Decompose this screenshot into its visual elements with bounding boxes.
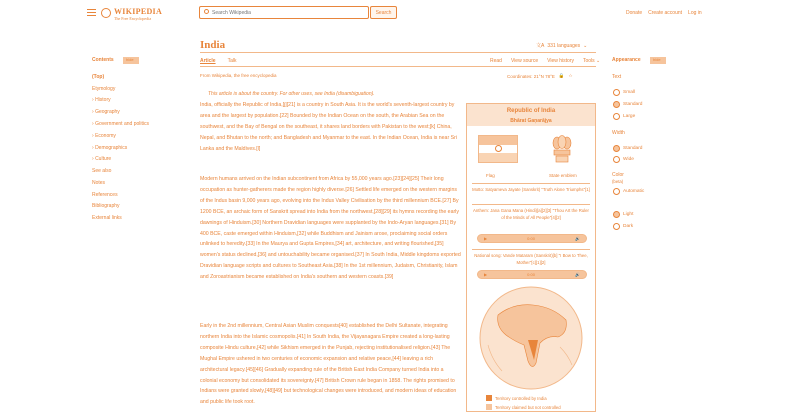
chevron-right-icon[interactable]: ›	[92, 133, 96, 139]
location-map-globe[interactable]	[478, 285, 584, 391]
language-selector[interactable]	[536, 42, 587, 49]
toc-hide-label: hide	[126, 57, 134, 62]
toc-item-government[interactable]	[92, 121, 149, 127]
language-count: 331 languages	[547, 42, 581, 49]
audio-time: 0:00	[527, 236, 535, 241]
text-large-radio[interactable]	[613, 113, 620, 120]
infobox-divider	[472, 204, 590, 205]
tab-read[interactable]: Read	[490, 58, 502, 64]
translate-icon: 文A	[536, 43, 545, 49]
emblem-caption[interactable]: State emblem	[549, 173, 577, 178]
tab-talk[interactable]: Talk	[227, 58, 237, 64]
page-title: India	[200, 39, 226, 51]
toc-item-label: Demographics	[95, 145, 128, 151]
tab-view-history[interactable]: View history	[547, 58, 574, 64]
tab-tools[interactable]: Tools ⌄	[582, 58, 601, 64]
toc-item-bibliography[interactable]: Bibliography	[92, 203, 120, 209]
volume-icon[interactable]: 🔊	[575, 236, 580, 241]
appearance-hide-label: hide	[653, 57, 661, 62]
coordinates-link[interactable]: Coordinates: 21°N 78°E	[507, 73, 555, 79]
toc-item-references[interactable]: References	[92, 192, 118, 198]
donate-link[interactable]: Donate	[626, 10, 643, 16]
personal-tools	[626, 10, 702, 16]
toc-item-etymology[interactable]: Etymology	[92, 86, 116, 92]
tabs-divider	[200, 66, 596, 67]
chevron-right-icon[interactable]: ›	[92, 145, 96, 151]
color-light-radio[interactable]	[613, 211, 620, 218]
text-standard-label[interactable]: Standard	[623, 102, 643, 107]
wikipedia-wordmark[interactable]: WIKIPEDIA	[114, 7, 163, 16]
map-legend-claimed	[486, 404, 561, 410]
page-indicators	[507, 73, 573, 79]
toc-item-label: History	[95, 97, 111, 103]
toc-item-top[interactable]: (Top)	[92, 74, 105, 80]
lead-paragraph-1: India, officially the Republic of India,[j][21] is a country in South Asia. It is the world's seventh-largest country by area and the largest by population.[22] Bounded by the Indian Ocean on the south, the Arabian Sea on the southwest, and the Bay of Bengal on the southeast, it shares land borders with Pakistan to the west;[k] China, Nepal, and Bhutan to the north; and Bangladesh and Myanmar to the east. In the Indian Ocean, India is near Sri Lanka and the Maldives.[l]	[200, 102, 457, 152]
chevron-right-icon[interactable]: ›	[92, 121, 96, 127]
search-button[interactable]: Search	[370, 6, 397, 19]
toc-item-label: Government and politics	[95, 121, 149, 127]
toc-item-see-also[interactable]: See also	[92, 168, 112, 174]
text-standard-radio[interactable]	[613, 101, 620, 108]
legend-swatch	[486, 404, 492, 410]
search-input[interactable]	[212, 7, 362, 18]
infobox-motto: Motto: Satyameva Jayate (Sanskrit) "Truth Alone Triumphs"[1]	[472, 187, 590, 192]
text-small-radio[interactable]	[613, 89, 620, 96]
wikipedia-globe-icon[interactable]	[101, 8, 111, 18]
anthem-audio-player[interactable]	[477, 234, 587, 243]
infobox-divider	[472, 183, 590, 184]
audio-time: 0:00	[527, 272, 535, 277]
color-label: Color	[612, 172, 624, 178]
toc-item-label: Economy	[95, 133, 116, 139]
infobox-divider	[472, 249, 590, 250]
view-tabs	[490, 58, 600, 64]
play-icon[interactable]: ▶	[484, 236, 488, 241]
main-menu-icon[interactable]	[87, 9, 96, 16]
toc-item-external-links[interactable]: External links	[92, 215, 122, 221]
flag-image[interactable]	[478, 135, 518, 163]
infobox-native-name: Bhārat Gaṇarājya	[510, 118, 552, 124]
color-beta-label: (beta)	[612, 179, 624, 184]
state-emblem-image[interactable]	[551, 134, 573, 166]
toc-item-culture[interactable]	[92, 156, 111, 162]
tab-article[interactable]: Article	[200, 58, 216, 64]
text-size-label: Text	[612, 74, 622, 80]
width-standard-label[interactable]: Standard	[623, 146, 643, 151]
width-label: Width	[612, 130, 625, 136]
toc-item-economy[interactable]	[92, 133, 116, 139]
legend-label: Territory claimed but not controlled	[495, 404, 561, 410]
color-automatic-label[interactable]: Automatic	[623, 189, 645, 194]
search-icon	[204, 9, 209, 14]
lead-paragraph-2: Modern humans arrived on the Indian subcontinent from Africa by 55,000 years ago.[23][24][25] Their long occupation as hunter-gatherers made the region highly diverse.[26] Settled life emerged on the western margins of the Indus basin 9,000 years ago, evolving into the Indus Valley Civilisation by the third millennium BCE.[27] By 1200 BCE, an archaic form of Sanskrit spread into India from the northwest,[28][29] its hymns recording the early dawnings of Hinduism.[30] Northern Dravidian languages were supplanted by the Indo-Aryan languages.[31] By 400 BCE, caste emerged within Hinduism,[32] while Buddhism and Jainism arose, proclaiming social orders unlinked to heredity.[33] In the Maurya and Gupta Empires,[34] art, architecture, and writing flourished,[35] women's status declined,[36] and untouchability became organised.[37] In South India, Middle kingdoms exported Dravidian language scripts and cultures to Southeast Asia.[38] In the 1st millennium, Judaism, Christianity, Islam and Zoroastrianism became established on India's southern and western coasts.[39]	[200, 176, 461, 281]
infobox-title: Republic of India	[506, 108, 556, 114]
width-standard-radio[interactable]	[613, 145, 620, 152]
color-dark-radio[interactable]	[613, 223, 620, 230]
text-small-label[interactable]: Small	[623, 90, 635, 95]
title-divider	[200, 52, 596, 53]
featured-star-icon[interactable]: ☆	[568, 73, 573, 78]
lead-paragraph-3: Early in the 2nd millennium, Central Asian Muslim conquests[40] established the Delhi Sultanate, integrating northern India into the Islamic cosmopolis.[41] In South India, the Vijayanagara Empire created a long-lasting composite Hindu culture,[42] while Sikhism emerged in the Punjab, rejecting institutionalised religion.[43] The Mughal Empire ushered in two centuries of economic expansion and relative peace,[44] leaving a rich architectural legacy.[45][46] Gradually expanding rule of the British East India Company turned India into a colonial economy but consolidated its sovereignty.[47] British Crown rule began in 1858. The rights promised to Indians were granted slowly,[48][49] but technological changes were introduced, and modern ideas of education and public life took root.	[200, 323, 457, 406]
infobox-national-song: National song: Vande Mataram (Sanskrit)[b] "I Bow to Thee, Mother"[c][1][2]	[474, 253, 588, 265]
song-audio-player[interactable]	[477, 270, 587, 279]
chakra-icon	[495, 145, 502, 152]
text-large-label[interactable]: Large	[623, 114, 636, 119]
chevron-right-icon[interactable]: ›	[92, 109, 96, 115]
flag-caption[interactable]: Flag	[486, 173, 495, 178]
toc-item-geography[interactable]	[92, 109, 120, 115]
namespace-tabs	[200, 58, 236, 64]
appearance-title: Appearance	[612, 57, 641, 63]
lock-icon[interactable]: 🔒	[558, 73, 565, 78]
color-automatic-radio[interactable]	[613, 188, 620, 195]
chevron-right-icon[interactable]: ›	[92, 156, 96, 162]
create-account-link[interactable]: Create account	[648, 10, 683, 16]
width-wide-radio[interactable]	[613, 156, 620, 163]
site-subtitle: From Wikipedia, the free encyclopedia	[200, 73, 277, 78]
toc-item-notes[interactable]: Notes	[92, 180, 106, 186]
tab-view-source[interactable]: View source	[510, 58, 539, 64]
toc-item-label: Geography	[95, 109, 120, 115]
color-dark-label[interactable]: Dark	[623, 224, 634, 229]
play-icon[interactable]: ▶	[484, 272, 488, 277]
login-link[interactable]: Log in	[688, 10, 702, 16]
appearance-hide-button[interactable]	[650, 57, 666, 64]
chevron-right-icon[interactable]: ›	[92, 97, 96, 103]
toc-hide-button[interactable]	[123, 57, 139, 64]
color-light-label[interactable]: Light	[623, 212, 634, 217]
toc-item-label: Culture	[95, 156, 112, 162]
toc-title: Contents	[92, 57, 114, 63]
legend-label: Territory controlled by India	[495, 395, 547, 401]
map-legend-controlled	[486, 395, 547, 401]
width-wide-label[interactable]: Wide	[623, 157, 634, 162]
wikipedia-tagline: The Free Encyclopedia	[114, 16, 152, 21]
legend-swatch	[486, 395, 492, 401]
hatnote: This article is about the country. For other uses, see India (disambiguation).	[208, 91, 375, 97]
toc-item-history[interactable]	[92, 97, 111, 103]
tab-tools-label: Tools	[582, 58, 595, 64]
toc-item-demographics[interactable]	[92, 145, 127, 151]
infobox-anthem: Anthem: Jana Gana Mana (Hindi)[a][2][3] "Thou Art the Ruler of the Minds of All People"[4][2]	[473, 208, 589, 220]
chevron-down-icon: ⌄	[583, 42, 588, 49]
volume-icon[interactable]: 🔊	[575, 272, 580, 277]
